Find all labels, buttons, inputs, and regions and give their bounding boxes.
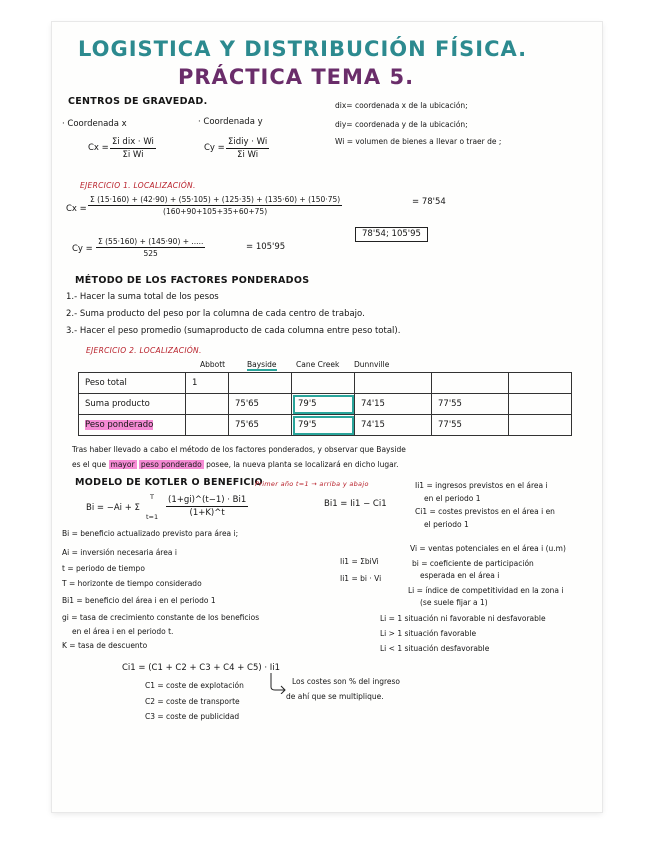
cy-numerator: Σidiy · Wi: [228, 137, 268, 147]
col-head-bayside: Bayside: [247, 360, 277, 369]
li-definition-cont: (se suele fijar a 1): [420, 598, 488, 607]
costes-note: Los costes son % del ingreso: [292, 677, 401, 686]
table-row: [79, 394, 572, 415]
bi-denominator: (1+K)^t: [189, 508, 225, 518]
ex1-cy-result: = 105'95: [246, 242, 286, 252]
section-heading-kotler: MODELO DE KOTLER O BENEFICIO: [75, 477, 263, 488]
table-cell: [186, 415, 229, 436]
table-cell: 74'15: [355, 394, 432, 415]
bi-numerator: (1+gi)^(t−1) · Bi1: [168, 495, 247, 505]
page-subtitle: PRÁCTICA TEMA 5.: [178, 65, 415, 89]
section-heading-centros: CENTROS DE GRAVEDAD.: [68, 96, 208, 107]
exercise-2-heading: EJERCICIO 2. LOCALIZACIÓN.: [86, 346, 202, 355]
table-cell: 74'15: [355, 415, 432, 436]
highlight-peso-ponderado: Peso ponderado: [85, 420, 154, 430]
ci-formula: Ci1 = (C1 + C2 + C3 + C4 + C5) · Ii1: [122, 663, 281, 673]
table-cell: 1: [186, 373, 229, 394]
ex2-conclusion-line-1: Tras haber llevado a cabo el método de los factores ponderados, y observar que Bayside: [72, 445, 406, 454]
ex1-cx-lhs: Cx =: [66, 204, 87, 214]
ponderados-step-3: 3.- Hacer el peso promedio (sumaproducto de cada columna entre peso total).: [66, 326, 401, 336]
ponderados-step-1: 1.- Hacer la suma total de los pesos: [66, 292, 219, 302]
bi1-formula: Bi1 = Ii1 − Ci1: [324, 499, 387, 509]
bi-coef-definition: bi = coeficiente de participación: [412, 559, 534, 568]
ex1-final-result: 78'54; 105'95: [355, 227, 428, 242]
ex1-cx-result: = 78'54: [412, 197, 446, 207]
table-row: [79, 373, 572, 394]
bi-definition: Bi = beneficio actualizado previsto para área i;: [62, 529, 239, 538]
li-case-1: Li = 1 situación ni favorable ni desfavorable: [380, 614, 546, 623]
cx-numerator: Σi dix · Wi: [112, 137, 154, 147]
gi-definition: gi = tasa de crecimiento constante de los beneficios: [62, 613, 260, 622]
ii1-definition: Ii1 = ingresos previstos en el área i: [415, 481, 548, 490]
col-head-cane-creek: Cane Creek: [296, 360, 340, 369]
ii-formula-alt: Ii1 = bi · Vi: [340, 574, 382, 583]
bi-formula-fraction: [166, 495, 248, 518]
li-case-3: Li < 1 situación desfavorable: [380, 644, 490, 653]
highlight-peso-ponderado-text: peso ponderado: [140, 460, 202, 469]
coord-x-label: · Coordenada x: [62, 119, 127, 129]
cy-denominator: Σi Wi: [237, 150, 259, 160]
table-cell: [355, 373, 432, 394]
sum-upper-limit: T: [150, 493, 154, 501]
ci1-definition-cont: el periodo 1: [424, 520, 469, 529]
ex2-conclusion-line-2: [72, 461, 399, 469]
bi-coef-definition-cont: esperada en el área i: [420, 571, 500, 580]
cx-denominator: Σi Wi: [122, 150, 144, 160]
def-diy: diy= coordenada y de la ubicación;: [335, 120, 468, 129]
coord-y-label: · Coordenada y: [198, 117, 263, 127]
highlight-mayor: mayor: [110, 460, 135, 469]
def-wi: Wi = volumen de bienes a llevar o traer de ;: [335, 137, 502, 146]
exercise-1-heading: EJERCICIO 1. LOCALIZACIÓN.: [80, 181, 196, 190]
row-label-suma-producto: Suma producto: [79, 394, 186, 415]
table-cell: 77'55: [432, 415, 509, 436]
weighted-factors-table: [78, 372, 572, 436]
table-cell: [292, 373, 355, 394]
sum-lower-limit: t=1: [146, 513, 159, 521]
ex1-cy-fraction: [96, 237, 205, 258]
table-cell: [432, 373, 509, 394]
cy-formula-fraction: [226, 137, 269, 160]
table-cell: [509, 373, 572, 394]
ex1-cx-fraction: [88, 195, 342, 216]
cx-formula-lhs: Cx =: [88, 143, 109, 153]
table-cell: [509, 415, 572, 436]
table-cell: [509, 394, 572, 415]
ex1-cy-lhs: Cy =: [72, 244, 93, 254]
ci1-definition: Ci1 = costes previstos en el área i en: [415, 507, 555, 516]
c2-definition: C2 = coste de transporte: [145, 697, 240, 706]
T-definition: T = horizonte de tiempo considerado: [62, 579, 202, 588]
ex1-cy-numerator: Σ (55·160) + (145·90) + .....: [98, 237, 204, 246]
vi-definition: Vi = ventas potenciales en el área i (u.m): [410, 544, 566, 553]
section-heading-ponderados: MÉTODO DE LOS FACTORES PONDERADOS: [75, 275, 310, 286]
table-cell: [186, 394, 229, 415]
conclusion-text: es el que: [72, 460, 107, 469]
ai-definition: Ai = inversión necesaria área i: [62, 548, 177, 557]
table-cell: 77'55: [432, 394, 509, 415]
cy-formula-lhs: Cy =: [204, 143, 225, 153]
def-dix: dix= coordenada x de la ubicación;: [335, 101, 468, 110]
conclusion-text: posee, la nueva planta se localizará en dicho lugar.: [206, 460, 399, 469]
table-cell-bayside-highlight: 79'5: [292, 394, 355, 415]
k-definition: K = tasa de descuento: [62, 641, 148, 650]
table-cell-bayside-highlight: 79'5: [292, 415, 355, 436]
cx-formula-fraction: [110, 137, 156, 160]
t-definition: t = periodo de tiempo: [62, 564, 145, 573]
bi-formula-lhs: Bi = −Ai + Σ: [86, 503, 140, 513]
col-head-abbott: Abbott: [200, 360, 226, 369]
arrow-icon: [268, 672, 288, 694]
row-label-peso-total: Peso total: [79, 373, 186, 394]
table-cell: 75'65: [229, 394, 292, 415]
li-definition: Li = índice de competitividad en la zona i: [408, 586, 564, 595]
kotler-note: Primer año t=1 → arriba y abajo: [255, 480, 369, 488]
table-cell: 75'65: [229, 415, 292, 436]
gi-definition-cont: en el área i en el periodo t.: [72, 627, 174, 636]
ex1-cx-numerator: Σ (15·160) + (42·90) + (55·105) + (125·35) + (135·60) + (150·75): [90, 195, 341, 204]
col-head-dunnville: Dunnville: [354, 360, 390, 369]
c1-definition: C1 = coste de explotación: [145, 681, 244, 690]
table-row: [79, 415, 572, 436]
costes-note-cont: de ahí que se multiplique.: [286, 692, 384, 701]
ii1-definition-cont: en el periodo 1: [424, 494, 481, 503]
bit-definition: Bi1 = beneficio del área i en el periodo 1: [62, 596, 216, 605]
page-title: LOGISTICA Y DISTRIBUCIÓN FÍSICA.: [78, 37, 528, 61]
ponderados-step-2: 2.- Suma producto del peso por la columna de cada centro de trabajo.: [66, 309, 365, 319]
table-cell: [229, 373, 292, 394]
ii-formula: Ii1 = ΣbiVi: [340, 557, 379, 566]
c3-definition: C3 = coste de publicidad: [145, 712, 240, 721]
row-label-peso-ponderado: [79, 415, 186, 436]
ex1-cx-denominator: (160+90+105+35+60+75): [163, 207, 268, 216]
ex1-cy-denominator: 525: [143, 249, 158, 258]
li-case-2: Li > 1 situación favorable: [380, 629, 477, 638]
